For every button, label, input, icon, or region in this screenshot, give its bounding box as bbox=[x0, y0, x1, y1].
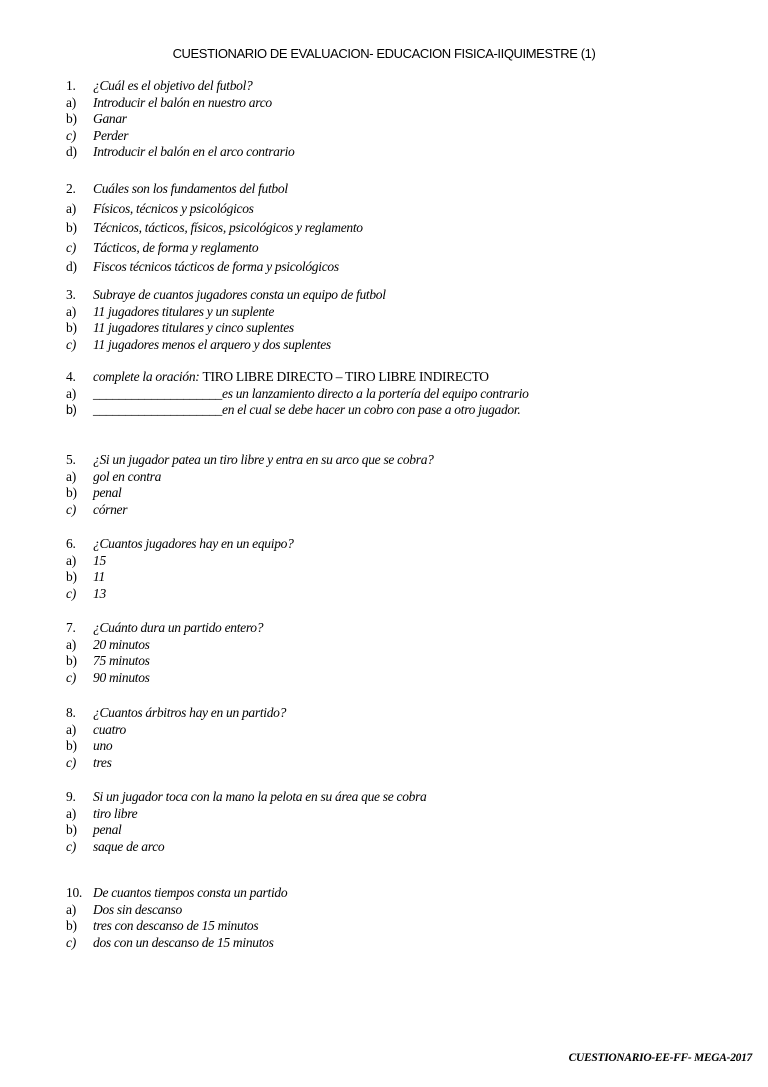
question-number: 2. bbox=[66, 181, 76, 196]
option bbox=[66, 402, 746, 419]
question-10 bbox=[66, 885, 746, 951]
option bbox=[66, 586, 746, 603]
question-text: Si un jugador toca con la mano la pelota en su área que se cobra bbox=[93, 789, 427, 804]
question-text-prefix: complete la oración: bbox=[93, 369, 203, 384]
option bbox=[66, 128, 746, 145]
option-text: 11 jugadores titulares y cinco suplentes bbox=[93, 320, 294, 336]
question-prompt bbox=[66, 789, 746, 806]
question-prompt bbox=[66, 179, 746, 199]
option-marker: b) bbox=[66, 822, 77, 838]
question-number: 8. bbox=[66, 705, 76, 720]
option bbox=[66, 111, 746, 128]
question-4 bbox=[66, 369, 746, 419]
option bbox=[66, 218, 746, 238]
option-text: dos con un descanso de 15 minutos bbox=[93, 934, 274, 950]
option-marker: c) bbox=[66, 838, 76, 854]
option-text: córner bbox=[93, 501, 128, 517]
option-text: Introducir el balón en nuestro arco bbox=[93, 94, 272, 110]
question-prompt bbox=[66, 705, 746, 722]
option-marker: a) bbox=[66, 94, 76, 110]
question-number: 3. bbox=[66, 287, 76, 302]
option-marker: d) bbox=[66, 144, 77, 160]
option bbox=[66, 569, 746, 586]
option-marker: b) bbox=[66, 918, 77, 934]
question-text: ¿Si un jugador patea un tiro libre y entra en su arco que se cobra? bbox=[93, 452, 434, 467]
question-prompt bbox=[66, 452, 746, 469]
option-text: Fiscos técnicos tácticos de forma y psicológicos bbox=[93, 259, 339, 275]
option bbox=[66, 806, 746, 823]
option-text: 13 bbox=[93, 585, 106, 601]
option-marker: a) bbox=[66, 200, 76, 216]
option-text: Perder bbox=[93, 127, 129, 143]
option-marker: c) bbox=[66, 239, 76, 255]
option-text: tiro libre bbox=[93, 805, 138, 821]
option-marker: a) bbox=[66, 805, 76, 821]
option-text: cuatro bbox=[93, 721, 126, 737]
option bbox=[66, 839, 746, 856]
option-marker: b) bbox=[66, 485, 77, 501]
question-text: ¿Cuánto dura un partido entero? bbox=[93, 620, 264, 635]
question-text: Subraye de cuantos jugadores consta un equipo de futbol bbox=[93, 287, 386, 302]
question-prompt bbox=[66, 369, 746, 386]
option-marker: d) bbox=[66, 259, 77, 275]
option-marker: a) bbox=[66, 303, 76, 319]
option-text: Introducir el balón en el arco contrario bbox=[93, 144, 295, 160]
option-marker: b) bbox=[66, 403, 77, 418]
option bbox=[66, 238, 746, 258]
question-5 bbox=[66, 452, 746, 518]
option bbox=[66, 257, 746, 277]
question-1 bbox=[66, 78, 746, 161]
option-text: tres con descanso de 15 minutos bbox=[93, 918, 259, 934]
option bbox=[66, 304, 746, 321]
option bbox=[66, 902, 746, 919]
question-text: ¿Cuantos árbitros hay en un partido? bbox=[93, 705, 287, 720]
option bbox=[66, 95, 746, 112]
option-text: Físicos, técnicos y psicológicos bbox=[93, 200, 254, 216]
option bbox=[66, 822, 746, 839]
question-9 bbox=[66, 789, 746, 855]
option-marker: a) bbox=[66, 721, 76, 737]
question-prompt bbox=[66, 620, 746, 637]
option-marker: a) bbox=[66, 636, 76, 652]
page-footer: CUESTIONARIO-EE-FF- MEGA-2017 bbox=[568, 1052, 752, 1064]
option-text: Técnicos, tácticos, físicos, psicológicos y reglamento bbox=[93, 220, 363, 236]
option-marker: b) bbox=[66, 738, 77, 754]
question-number: 9. bbox=[66, 789, 76, 804]
question-number: 6. bbox=[66, 536, 76, 551]
option-marker: b) bbox=[66, 111, 77, 127]
option bbox=[66, 637, 746, 654]
option-marker: c) bbox=[66, 585, 76, 601]
question-text-upper: TIRO LIBRE DIRECTO – TIRO LIBRE INDIRECTO bbox=[202, 369, 489, 384]
option-text: 20 minutos bbox=[93, 636, 150, 652]
option-marker: b) bbox=[66, 220, 77, 236]
option-text: Dos sin descanso bbox=[93, 901, 182, 917]
option-marker: a) bbox=[66, 552, 76, 568]
option bbox=[66, 670, 746, 687]
option-text: 11 jugadores titulares y un suplente bbox=[93, 303, 275, 319]
option bbox=[66, 502, 746, 519]
option-text: penal bbox=[93, 822, 122, 838]
option-marker: c) bbox=[66, 336, 76, 352]
question-number: 5. bbox=[66, 452, 76, 467]
option-text: 90 minutos bbox=[93, 669, 150, 685]
document-title: CUESTIONARIO DE EVALUACION- EDUCACION FISICA-IIQUIMESTRE (1) bbox=[172, 46, 596, 61]
option-marker: c) bbox=[66, 127, 76, 143]
question-2 bbox=[66, 179, 746, 277]
question-text: De cuantos tiempos consta un partido bbox=[93, 885, 288, 900]
question-prompt bbox=[66, 536, 746, 553]
question-6 bbox=[66, 536, 746, 602]
option-marker: a) bbox=[66, 901, 76, 917]
question-text: ¿Cuál es el objetivo del futbol? bbox=[93, 78, 253, 93]
option bbox=[66, 755, 746, 772]
option-text: saque de arco bbox=[93, 838, 165, 854]
option bbox=[66, 386, 746, 403]
option bbox=[66, 738, 746, 755]
question-prompt bbox=[66, 287, 746, 304]
option-marker: b) bbox=[66, 320, 77, 336]
question-number: 1. bbox=[66, 78, 76, 93]
option-text: 11 jugadores menos el arquero y dos suplentes bbox=[93, 336, 331, 352]
option-text: Ganar bbox=[93, 111, 127, 127]
option-text: gol en contra bbox=[93, 468, 162, 484]
option bbox=[66, 918, 746, 935]
option bbox=[66, 485, 746, 502]
option bbox=[66, 199, 746, 219]
option-text: tres bbox=[93, 754, 112, 770]
option-text: 75 minutos bbox=[93, 653, 150, 669]
option-marker: c) bbox=[66, 501, 76, 517]
question-text bbox=[93, 369, 489, 386]
option bbox=[66, 320, 746, 337]
option-marker: c) bbox=[66, 934, 76, 950]
question-number: 10. bbox=[66, 885, 82, 900]
option-marker: c) bbox=[66, 669, 76, 685]
option-marker: a) bbox=[66, 468, 76, 484]
question-text: ¿Cuantos jugadores hay en un equipo? bbox=[93, 536, 294, 551]
option-marker: a) bbox=[66, 385, 76, 401]
option-text: ____________________en el cual se debe hacer un cobro con pase a otro jugador. bbox=[93, 402, 521, 418]
question-8 bbox=[66, 705, 746, 771]
question-prompt bbox=[66, 885, 746, 902]
option bbox=[66, 469, 746, 486]
option-marker: b) bbox=[66, 653, 77, 669]
option-text: ____________________es un lanzamiento directo a la portería del equipo contrario bbox=[93, 385, 529, 401]
option-marker: b) bbox=[66, 569, 77, 585]
option-text: 11 bbox=[93, 569, 105, 585]
option bbox=[66, 553, 746, 570]
question-3 bbox=[66, 287, 746, 353]
option-marker: c) bbox=[66, 754, 76, 770]
option bbox=[66, 722, 746, 739]
question-prompt bbox=[66, 78, 746, 95]
option bbox=[66, 337, 746, 354]
option bbox=[66, 144, 746, 161]
option-text: penal bbox=[93, 485, 122, 501]
question-number: 4. bbox=[66, 369, 76, 384]
option-text: uno bbox=[93, 738, 113, 754]
question-text: Cuáles son los fundamentos del futbol bbox=[93, 181, 288, 196]
option-text: 15 bbox=[93, 552, 106, 568]
option bbox=[66, 653, 746, 670]
question-7 bbox=[66, 620, 746, 686]
option-text: Tácticos, de forma y reglamento bbox=[93, 239, 259, 255]
question-number: 7. bbox=[66, 620, 76, 635]
option bbox=[66, 935, 746, 952]
